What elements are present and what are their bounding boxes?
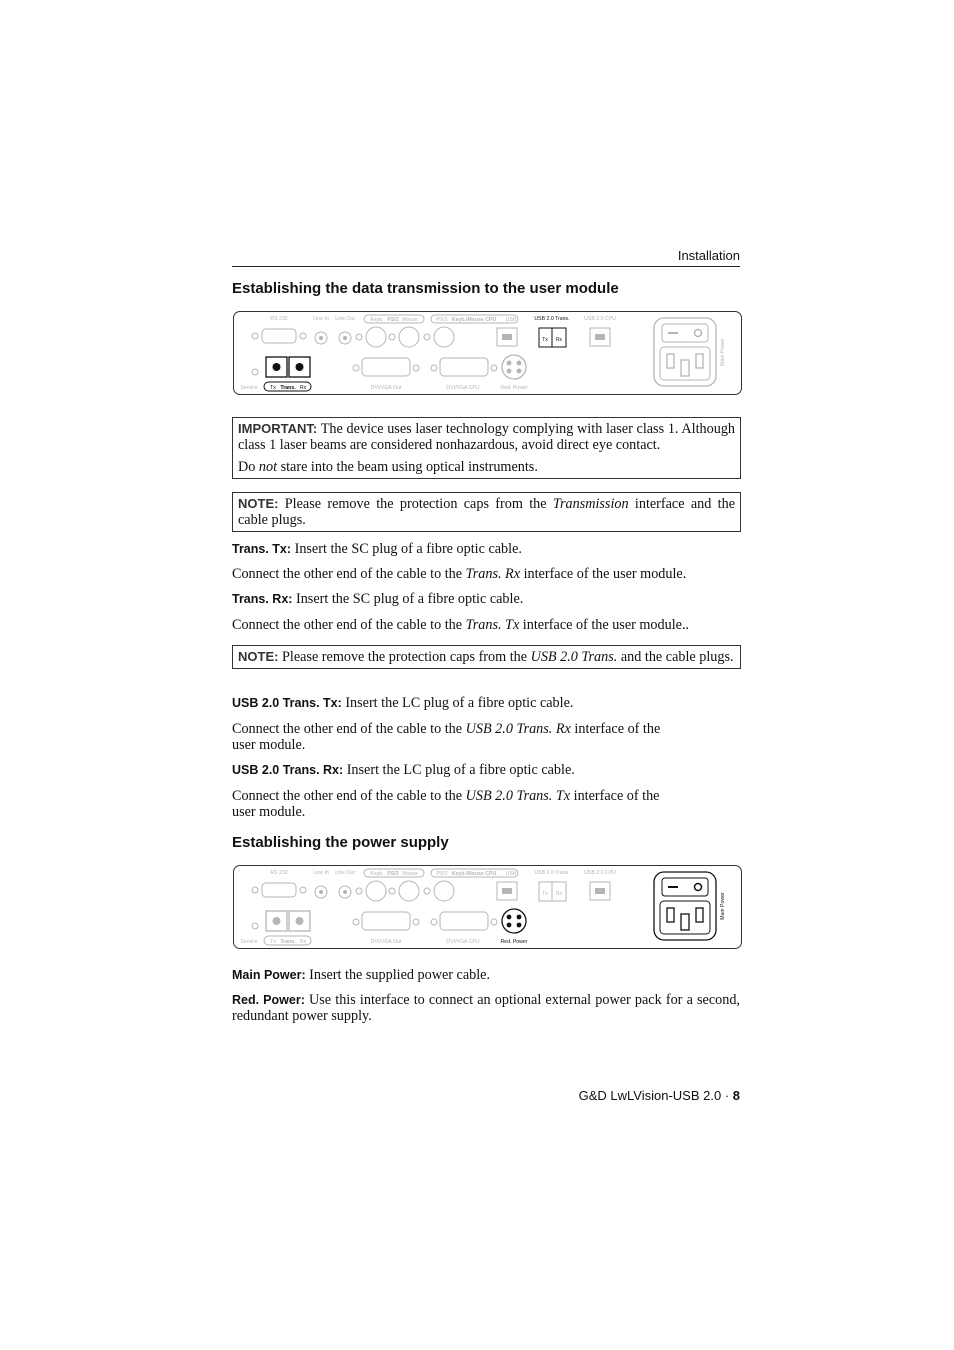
label-usb20-trans: USB 2.0 Trans.	[534, 870, 570, 876]
section-heading-power-supply: Establishing the power supply	[232, 834, 449, 851]
label-ps2-cpu: PS/2	[436, 871, 448, 877]
usb-port-core	[502, 334, 512, 340]
trans-tx-core	[273, 917, 281, 925]
section-heading-data-transmission: Establishing the data transmission to the user module	[232, 280, 619, 297]
usb-rx-label: USB 2.0 Trans. Rx:	[232, 763, 344, 777]
note-text-post: interface and the cable plugs.	[238, 496, 736, 528]
usb-port-core	[502, 888, 512, 894]
usb-tx-paragraph	[232, 695, 740, 711]
trans-rx-connect-em: Trans. Tx	[465, 617, 520, 633]
label-rs232: RS 232	[270, 870, 288, 876]
usb-tx-connect	[232, 721, 740, 753]
label-keyb-mouse-cpu: Keyb./Mouse CPU	[451, 871, 497, 877]
screw-icon	[252, 333, 258, 339]
rs232-port	[262, 883, 296, 897]
label-usb20-rx: Rx	[555, 337, 563, 343]
label-trans-tx: Tx	[270, 939, 276, 945]
red-power-port	[502, 355, 526, 379]
label-usb20-tx: Tx	[542, 337, 548, 343]
important-text: The device uses laser technology complying with laser class 1. Although class 1 laser beams are considered nonhazardous, avoid direct eye contact.	[238, 421, 736, 453]
label-service: Service	[240, 385, 258, 391]
power-switch-on-mark	[695, 330, 702, 337]
label-line-out: Line Out	[335, 316, 355, 322]
service-button	[252, 369, 258, 375]
usb-tx-connect-pre: Connect the other end of the cable to the	[232, 721, 466, 737]
screw-icon	[252, 887, 258, 893]
note2-label: NOTE:	[238, 649, 279, 664]
rs232-port	[262, 329, 296, 343]
screw-icon	[389, 334, 395, 340]
note-text-em: Transmission	[552, 496, 629, 512]
label-keyb: Keyb.	[370, 317, 384, 323]
red-power-port	[502, 909, 526, 933]
red-power-pin	[507, 923, 512, 928]
red-power-pin	[517, 369, 522, 374]
label-dvi-out: DVI/VGA Out	[370, 385, 402, 391]
trans-rx-core	[296, 917, 304, 925]
red-power-label: Red. Power:	[232, 993, 305, 1007]
screw-icon	[353, 365, 359, 371]
dvi-cpu-port	[440, 912, 488, 930]
label-keyb-mouse-cpu: Keyb./Mouse CPU	[451, 317, 497, 323]
note-box-usb	[232, 645, 741, 669]
iec-pin	[667, 908, 674, 922]
red-power-pin	[507, 361, 512, 366]
important-text2-pre: Do	[238, 459, 259, 475]
note-label: NOTE:	[238, 496, 279, 511]
ps2-cpu-port	[434, 881, 454, 901]
trans-tx-connect	[232, 566, 740, 582]
red-power-paragraph	[232, 992, 740, 1024]
main-power-paragraph	[232, 967, 740, 983]
usb20-cpu-port-core	[595, 334, 605, 340]
red-power-text: Use this interface to connect an optional external power pack for a second, redundant power supply.	[232, 992, 740, 1024]
label-usb20-cpu: USB 2.0 CPU	[584, 870, 616, 876]
ps2-keyboard-port	[366, 327, 386, 347]
screw-icon	[389, 888, 395, 894]
note-text-pre: Please remove the protection caps from the	[284, 496, 553, 512]
label-ps2: PS/2	[387, 317, 399, 323]
note-box-transmission	[232, 492, 741, 532]
iec-pin	[696, 908, 703, 922]
label-usb: USB	[505, 871, 517, 877]
usb-rx-connect-pre: Connect the other end of the cable to the	[232, 788, 466, 804]
power-switch-on-mark	[695, 884, 702, 891]
label-line-in: Line In	[313, 316, 329, 322]
trans-tx-paragraph	[232, 541, 740, 557]
label-trans-rx: Rx	[299, 385, 307, 391]
trans-rx-label: Trans. Rx:	[232, 592, 293, 606]
usb-rx-text: Insert the LC plug of a fibre optic cable.	[346, 762, 575, 778]
usb-rx-connect-post: interface of the	[570, 788, 660, 804]
ps2-mouse-port	[399, 327, 419, 347]
screw-icon	[356, 888, 362, 894]
label-trans: Trans.	[280, 385, 296, 391]
screw-icon	[424, 888, 430, 894]
label-ps2: PS/2	[387, 871, 399, 877]
line-out-jack-core	[343, 336, 347, 340]
main-power-text: Insert the supplied power cable.	[309, 967, 491, 983]
usb-tx-connect-post: interface of the	[570, 721, 661, 737]
usb-rx-connect	[232, 788, 740, 820]
line-out-jack-core	[343, 890, 347, 894]
label-line-out: Line Out	[335, 870, 355, 876]
label-usb20-tx: Tx	[542, 891, 548, 897]
usb-tx-text: Insert the LC plug of a fibre optic cable.	[345, 695, 574, 711]
screw-icon	[413, 919, 419, 925]
label-usb20-trans: USB 2.0 Trans.	[534, 316, 570, 322]
dvi-out-port	[362, 358, 410, 376]
running-head-text: Installation	[677, 248, 740, 263]
dvi-cpu-port	[440, 358, 488, 376]
usb-rx-connect-em: USB 2.0 Trans. Tx	[465, 788, 571, 804]
important-label: IMPORTANT:	[238, 421, 318, 436]
screw-icon	[413, 365, 419, 371]
label-service: Service	[240, 939, 258, 945]
screw-icon	[431, 919, 437, 925]
label-rs232: RS 232	[270, 316, 288, 322]
label-mouse: Mouse	[402, 871, 418, 877]
trans-tx-text: Insert the SC plug of a fibre optic cable.	[294, 541, 522, 557]
important-text2-post: stare into the beam using optical instruments.	[277, 459, 538, 475]
ps2-keyboard-port	[366, 881, 386, 901]
label-keyb: Keyb.	[370, 871, 384, 877]
screw-icon	[491, 365, 497, 371]
device-panel-power-drawing	[234, 866, 741, 948]
label-dvi-cpu: DVI/VGA CPU	[446, 939, 480, 945]
main-power-label: Main Power:	[232, 968, 306, 982]
red-power-pin	[517, 915, 522, 920]
label-line-in: Line In	[313, 870, 329, 876]
trans-tx-connect-em: Trans. Rx	[465, 566, 521, 582]
screw-icon	[300, 333, 306, 339]
usb20-cpu-port-core	[595, 888, 605, 894]
ps2-mouse-port	[399, 881, 419, 901]
service-button	[252, 923, 258, 929]
screw-icon	[424, 334, 430, 340]
label-red-power: Red. Power	[500, 385, 528, 391]
line-in-jack-core	[319, 890, 323, 894]
usb-rx-paragraph	[232, 762, 740, 778]
running-head	[232, 246, 740, 267]
red-power-pin	[507, 369, 512, 374]
screw-icon	[353, 919, 359, 925]
device-panel-transmission	[233, 311, 742, 395]
label-trans-rx: Rx	[299, 939, 307, 945]
usb-tx-connect-line2: user module.	[232, 737, 306, 753]
line-in-jack-core	[319, 336, 323, 340]
trans-tx-label: Trans. Tx:	[232, 542, 292, 556]
screw-icon	[300, 887, 306, 893]
red-power-pin	[517, 361, 522, 366]
trans-rx-paragraph	[232, 591, 740, 607]
ps2-cpu-port	[434, 327, 454, 347]
label-main-power: Main Power	[720, 338, 726, 366]
iec-pin	[696, 354, 703, 368]
usb-tx-label: USB 2.0 Trans. Tx:	[232, 696, 342, 710]
label-dvi-cpu: DVI/VGA CPU	[446, 385, 480, 391]
label-trans-tx: Tx	[270, 385, 276, 391]
red-power-pin	[507, 915, 512, 920]
usb-tx-connect-em: USB 2.0 Trans. Rx	[465, 721, 571, 737]
trans-rx-connect	[232, 617, 740, 633]
iec-pin	[681, 914, 689, 930]
screw-icon	[491, 919, 497, 925]
screw-icon	[356, 334, 362, 340]
trans-rx-core	[296, 363, 304, 371]
trans-rx-connect-post: interface of the user module..	[519, 617, 690, 633]
important-text2-em: not	[258, 459, 278, 475]
note2-text-post: and the cable plugs.	[617, 649, 734, 665]
label-trans: Trans.	[280, 939, 296, 945]
footer-text: G&D LwLVision-USB 2.0 ·	[578, 1088, 733, 1103]
trans-rx-text: Insert the SC plug of a fibre optic cable.	[295, 591, 524, 607]
label-main-power: Main Power	[720, 892, 726, 920]
device-panel-power	[233, 865, 742, 949]
trans-tx-connect-post: interface of the user module.	[520, 566, 687, 582]
label-ps2-cpu: PS/2	[436, 317, 448, 323]
trans-rx-connect-pre: Connect the other end of the cable to the	[232, 617, 466, 633]
label-usb20-rx: Rx	[555, 891, 563, 897]
label-usb: USB	[505, 317, 517, 323]
dvi-out-port	[362, 912, 410, 930]
label-usb20-cpu: USB 2.0 CPU	[584, 316, 616, 322]
label-dvi-out: DVI/VGA Out	[370, 939, 402, 945]
iec-pin	[667, 354, 674, 368]
iec-pin	[681, 360, 689, 376]
important-box	[232, 417, 741, 479]
label-red-power: Red. Power	[500, 939, 528, 945]
page-footer	[232, 1088, 740, 1103]
note2-text-pre: Please remove the protection caps from the	[282, 649, 531, 665]
red-power-pin	[517, 923, 522, 928]
usb-rx-connect-line2: user module.	[232, 804, 306, 820]
trans-tx-core	[273, 363, 281, 371]
page-number: 8	[732, 1088, 740, 1103]
device-panel-transmission-drawing	[234, 312, 741, 394]
label-mouse: Mouse	[402, 317, 418, 323]
note2-text-em: USB 2.0 Trans.	[530, 649, 618, 665]
trans-tx-connect-pre: Connect the other end of the cable to the	[232, 566, 466, 582]
screw-icon	[431, 365, 437, 371]
